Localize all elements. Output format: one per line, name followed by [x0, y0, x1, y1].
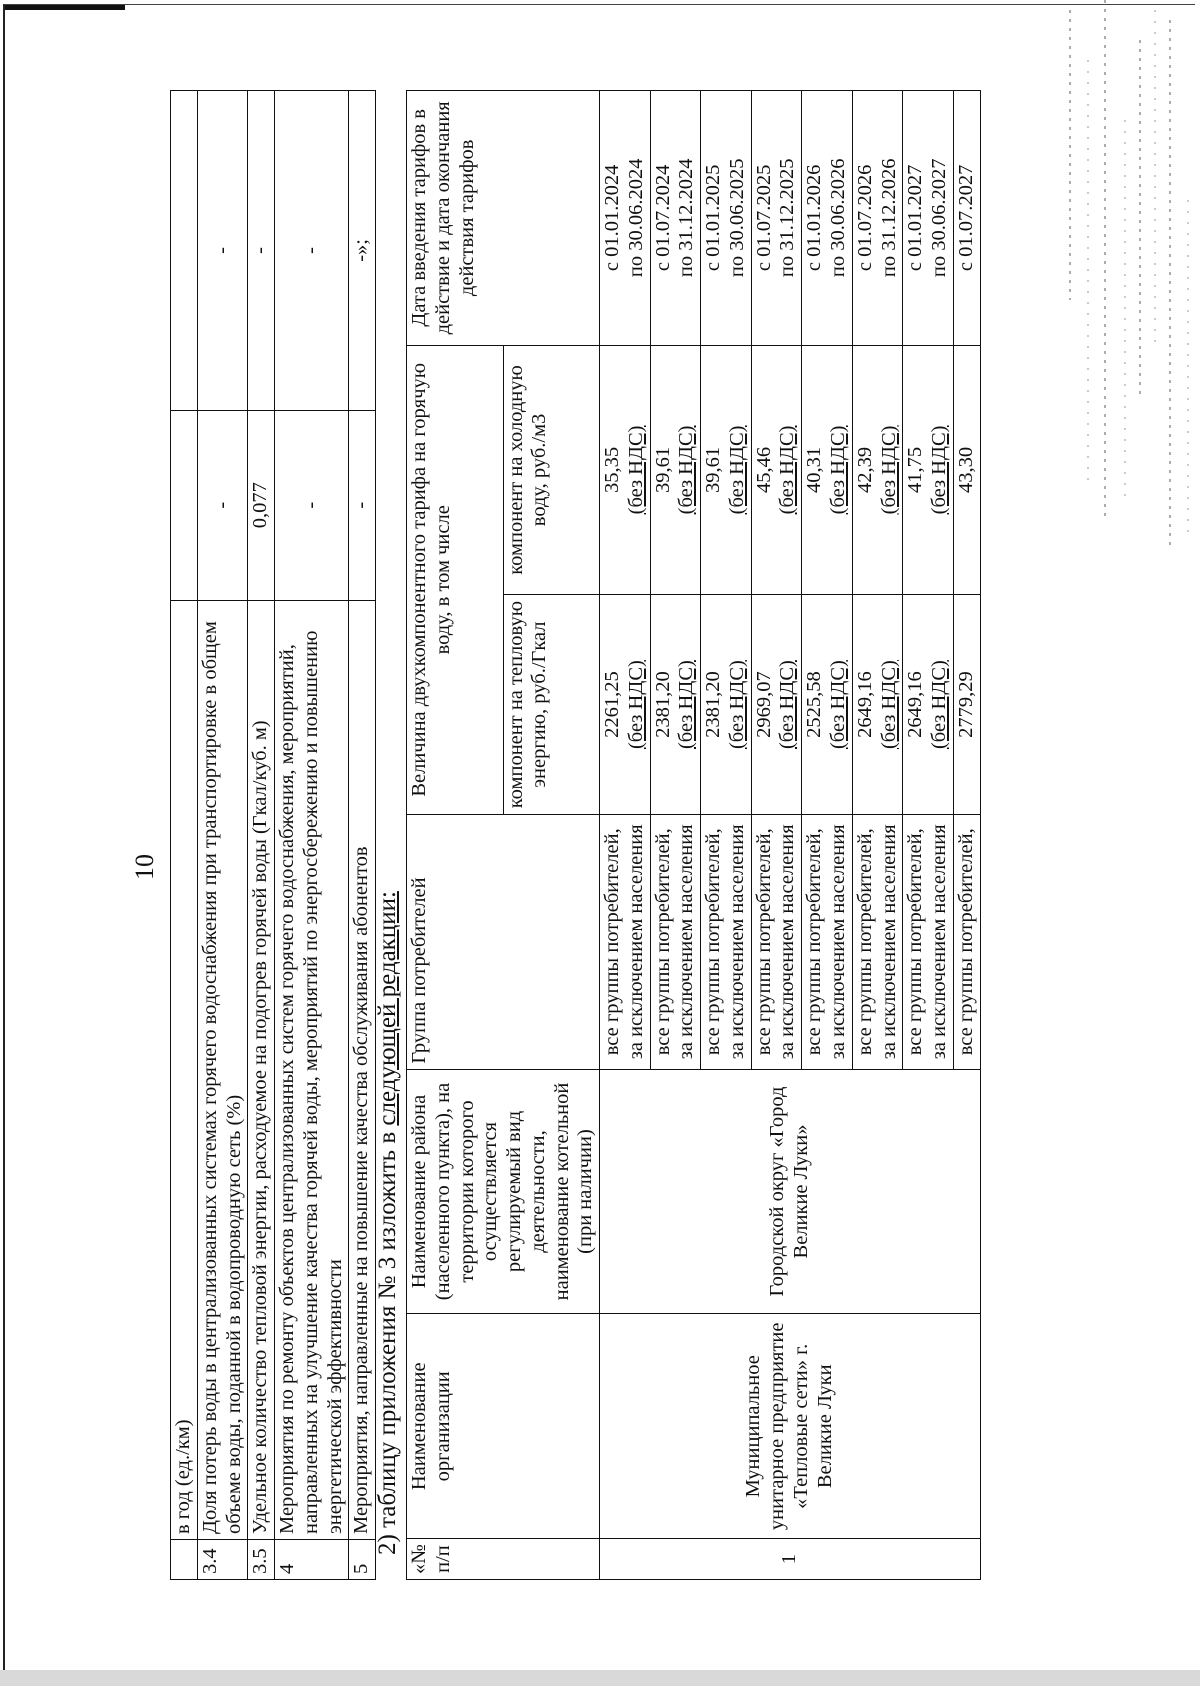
- vat-note: (без НДС): [624, 660, 647, 750]
- period-cell: [903, 91, 954, 346]
- heat-component-cell: [751, 595, 802, 815]
- vat-note: (без НДС): [624, 425, 647, 515]
- consumer-group: все группы потребителей, за исключением населения: [701, 814, 752, 1069]
- consumer-group: все группы потребителей, за исключением населения: [802, 814, 853, 1069]
- period-from: с 01.07.2027: [954, 164, 977, 272]
- vat-note: (без НДС): [776, 425, 799, 515]
- row-number: 4: [275, 1540, 349, 1580]
- heat-component-cell: [802, 595, 853, 815]
- period-from: с 01.07.2026: [853, 164, 876, 272]
- header-heat-component: компонент на тепловую энергию, руб./Гкал: [503, 595, 600, 815]
- indicator-text: Удельное количество тепловой энергии, расходуемое на подогрев горячей воды (Гкал/куб. м): [248, 600, 275, 1539]
- vat-note: (без НДС): [675, 660, 698, 750]
- header-consumer-group: Группа потребителей: [407, 814, 600, 1069]
- indicator-value: 0,077: [248, 410, 275, 600]
- indicator-note: -»;: [349, 91, 376, 411]
- heat-component-value: 2649,16: [853, 671, 876, 738]
- period-from: с 01.07.2024: [651, 164, 674, 272]
- indicator-note: -: [248, 91, 275, 411]
- row-number: 1: [600, 1539, 980, 1580]
- organization-name: Муниципальное унитарное предприятие «Тепловые сети» г. Великие Луки: [600, 1314, 980, 1539]
- cold-component-value: 39,61: [702, 446, 725, 494]
- heat-component-cell: [953, 595, 980, 815]
- indicator-value: -: [275, 410, 349, 600]
- indicator-text: Мероприятия, направленные на повышение качества обслуживания абонентов: [349, 600, 376, 1539]
- header-organization: Наименование организации: [407, 1314, 600, 1539]
- vat-note: (без НДС): [725, 660, 748, 750]
- table-row: [197, 91, 248, 1580]
- vat-note: (без НДС): [675, 425, 698, 515]
- row-number: 5: [349, 1540, 376, 1580]
- period-to: по 31.12.2024: [675, 158, 698, 278]
- cold-component-value: 41,75: [904, 446, 927, 494]
- table-row: [248, 91, 275, 1580]
- consumer-group: все группы потребителей, за исключением населения: [650, 814, 701, 1069]
- period-from: с 01.01.2026: [803, 164, 826, 272]
- scan-noise-marks: [1050, 0, 1200, 560]
- vat-note: (без НДС): [928, 660, 951, 750]
- cold-component-cell: [852, 345, 903, 595]
- heat-component-value: 2525,58: [803, 671, 826, 738]
- table-row: [171, 91, 198, 1580]
- period-from: с 01.01.2027: [904, 164, 927, 272]
- heat-component-cell: [852, 595, 903, 815]
- table-row: [275, 91, 349, 1580]
- cold-component-cell: [903, 345, 954, 595]
- cold-component-cell: [600, 345, 651, 595]
- indicator-value: -: [349, 410, 376, 600]
- header-cold-water-component: компонент на холодную воду, руб./м3: [503, 345, 600, 595]
- section-heading: [373, 891, 402, 1555]
- cold-component-cell: [650, 345, 701, 595]
- vat-note: (без НДС): [776, 660, 799, 750]
- tariff-header-row: [407, 91, 504, 1580]
- cold-component-value: 45,46: [752, 446, 775, 494]
- vat-note: (без НДС): [877, 660, 900, 750]
- period-cell: [600, 91, 651, 346]
- heading-underlined-text: следующей редакции:: [374, 891, 401, 1126]
- period-cell: [701, 91, 752, 346]
- indicator-text: в год (ед./км): [171, 600, 198, 1539]
- heat-component-value: 2381,20: [702, 671, 725, 738]
- period-cell: [751, 91, 802, 346]
- heat-component-value: 2969,07: [752, 671, 775, 738]
- vat-note: (без НДС): [877, 425, 900, 515]
- indicator-text: Мероприятия по ремонту объектов централизованных систем горячего водоснабжения, мероприятий, направленных на улучшение качества горячей воды, мероприятий по энергосбережению и повышению энергетической эффективности: [275, 600, 349, 1539]
- row-number: [171, 1540, 198, 1580]
- header-area: Наименование района (населенного пункта), на территории которого осуществляется регулируемый вид деятельности, наименование котельной (при наличии): [407, 1069, 600, 1314]
- period-from: с 01.07.2025: [752, 164, 775, 272]
- indicators-table: [170, 90, 376, 1580]
- period-to: по 30.06.2025: [725, 158, 748, 278]
- period-from: с 01.01.2025: [702, 164, 725, 272]
- indicator-note: [171, 91, 198, 411]
- consumer-group: все группы потребителей,: [953, 814, 980, 1069]
- table-row: [600, 91, 651, 1580]
- cold-component-cell: [701, 345, 752, 595]
- cold-component-value: 40,31: [803, 446, 826, 494]
- cold-component-cell: [953, 345, 980, 595]
- heat-component-cell: [650, 595, 701, 815]
- period-to: по 31.12.2026: [877, 158, 900, 278]
- heat-component-value: 2649,16: [904, 671, 927, 738]
- header-dates: Дата введения тарифов в действие и дата окончания действия тарифов: [407, 91, 600, 346]
- area-name: Городской округ «Город Великие Луки»: [600, 1069, 980, 1314]
- period-to: по 31.12.2025: [776, 158, 799, 278]
- cold-component-value: 35,35: [601, 446, 624, 494]
- header-num: «№ п/п: [407, 1539, 600, 1580]
- cold-component-cell: [802, 345, 853, 595]
- cold-component-cell: [751, 345, 802, 595]
- vat-note: (без НДС): [725, 425, 748, 515]
- row-number: 3.4: [197, 1540, 248, 1580]
- page-number: 10: [130, 854, 159, 880]
- indicator-text: Доля потерь воды в централизованных системах горячего водоснабжения при транспортировке в общем объеме воды, поданной в водопроводную сеть (%): [197, 600, 248, 1539]
- period-from: с 01.01.2024: [601, 164, 624, 272]
- cold-component-value: 43,30: [954, 446, 977, 494]
- indicator-note: -: [197, 91, 248, 411]
- row-number: 3.5: [248, 1540, 275, 1580]
- period-cell: [802, 91, 853, 346]
- heat-component-value: 2779,29: [954, 671, 977, 738]
- period-to: по 30.06.2026: [827, 158, 850, 278]
- consumer-group: все группы потребителей, за исключением населения: [600, 814, 651, 1069]
- period-to: по 30.06.2024: [624, 158, 647, 278]
- heat-component-cell: [701, 595, 752, 815]
- consumer-group: все группы потребителей, за исключением населения: [751, 814, 802, 1069]
- vat-note: (без НДС): [928, 425, 951, 515]
- heat-component-value: 2381,20: [651, 671, 674, 738]
- tariff-table: [406, 90, 981, 1580]
- heading-text: 2) таблицу приложения № 3 изложить в: [374, 1125, 401, 1555]
- rotated-page-content: [130, 100, 1020, 1580]
- header-two-component-tariff: Величина двухкомпонентного тарифа на горячую воду, в том числе: [407, 345, 504, 814]
- consumer-group: все группы потребителей, за исключением населения: [903, 814, 954, 1069]
- vat-note: (без НДС): [827, 425, 850, 515]
- heat-component-value: 2261,25: [601, 671, 624, 738]
- period-cell: [650, 91, 701, 346]
- period-cell: [953, 91, 980, 346]
- cold-component-value: 39,61: [651, 446, 674, 494]
- table-row: [349, 91, 376, 1580]
- heat-component-cell: [600, 595, 651, 815]
- consumer-group: все группы потребителей, за исключением населения: [852, 814, 903, 1069]
- period-cell: [852, 91, 903, 346]
- cold-component-value: 42,39: [853, 446, 876, 494]
- heat-component-cell: [903, 595, 954, 815]
- indicator-note: -: [275, 91, 349, 411]
- indicator-value: [171, 410, 198, 600]
- indicator-value: -: [197, 410, 248, 600]
- vat-note: (без НДС): [827, 660, 850, 750]
- period-to: по 30.06.2027: [928, 158, 951, 278]
- scan-edge-rule: [5, 5, 125, 10]
- scan-bottom-shade: [0, 1670, 1200, 1686]
